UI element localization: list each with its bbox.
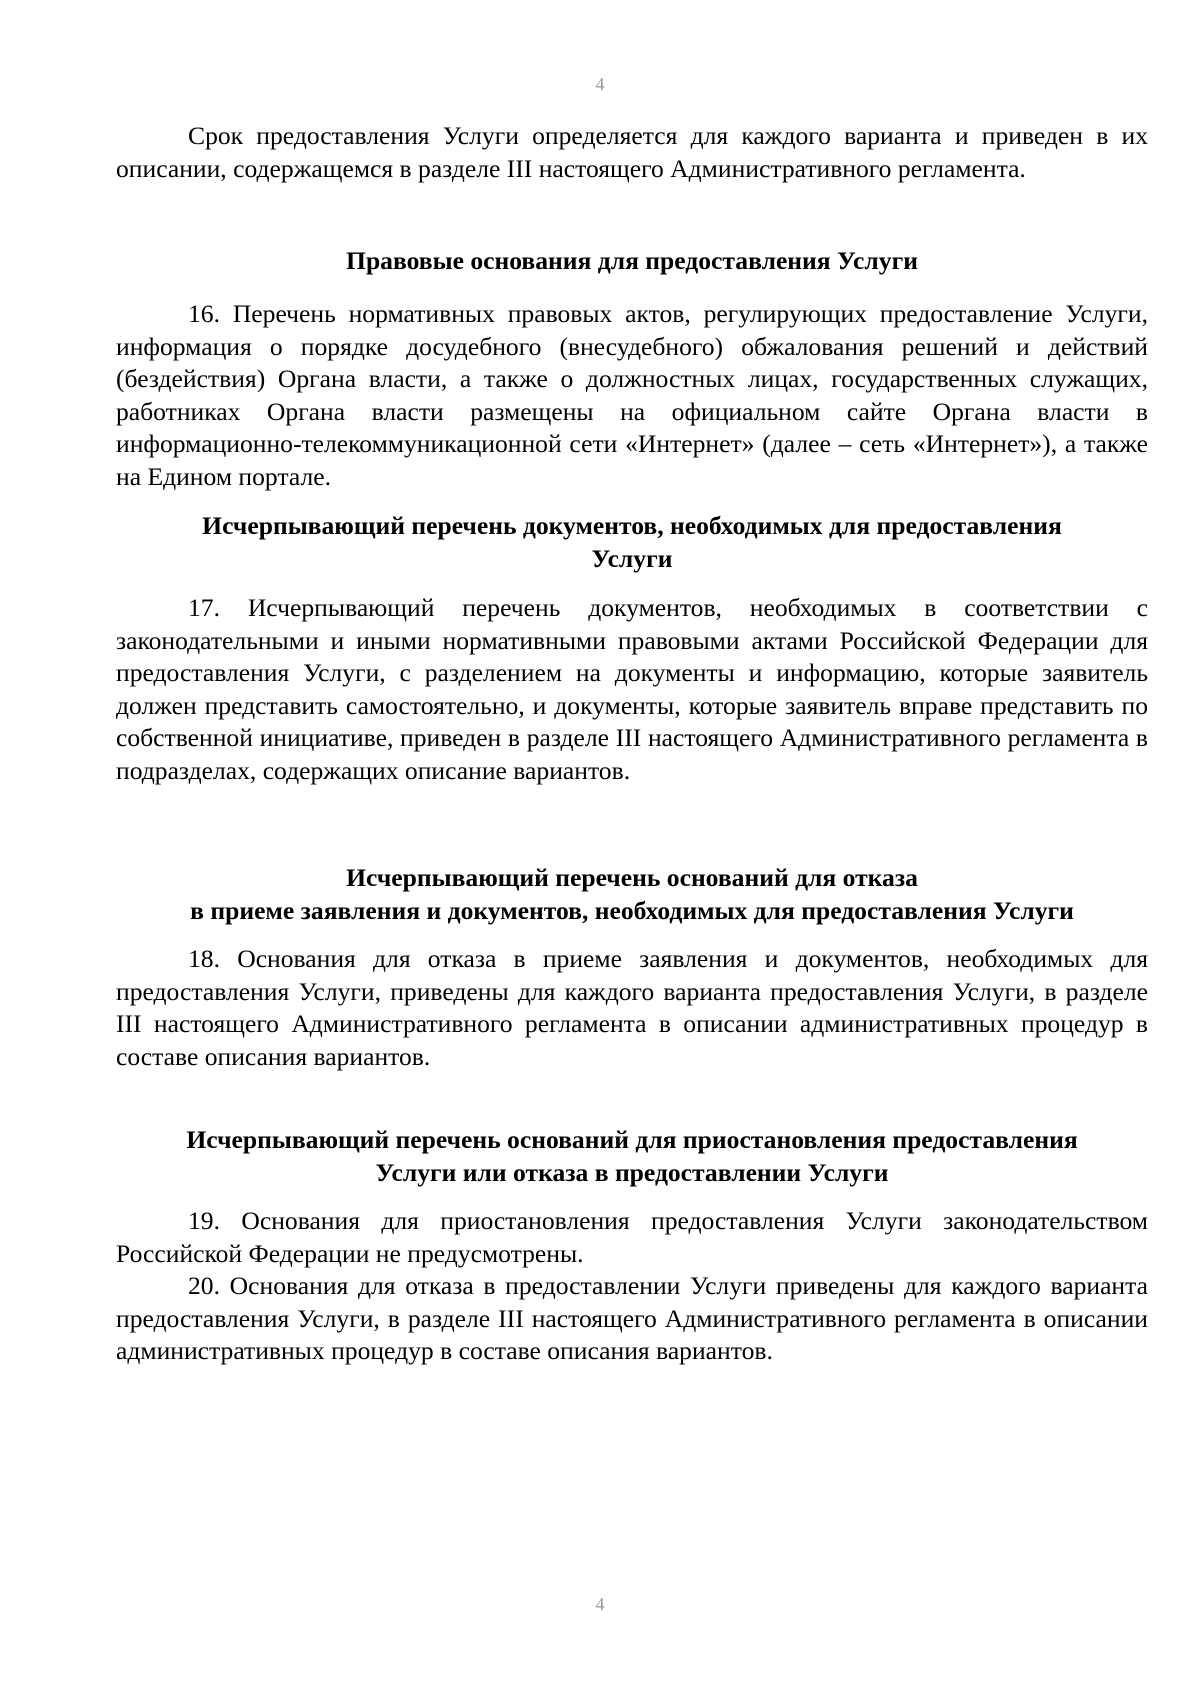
section-heading-line: Исчерпывающий перечень документов, необходимых для предоставления: [202, 511, 1062, 540]
section-heading-line: Исчерпывающий перечень оснований для отказа: [346, 863, 918, 892]
section-legal-basis-body: [116, 298, 1148, 493]
section-documents-body: [116, 592, 1148, 787]
section-heading-line: Исчерпывающий перечень оснований для приостановления предоставления: [186, 1125, 1078, 1154]
section-heading-line: Услуги или отказа в предоставлении Услуги: [375, 1157, 889, 1187]
page-number-top: 4: [595, 74, 605, 94]
section-heading-line: Услуги: [591, 543, 673, 573]
paragraph-17: 17. Исчерпывающий перечень документов, необходимых в соответствии с законодательными и иными нормативными правовыми актами Российской Федерации для предоставления Услуги, с разделением на документы и информацию, которые заявитель должен представить самостоятельно, и документы, которые заявитель вправе представить по собственной инициативе, приведен в разделе III настоящего Административного регламента в подразделах, содержащих описание вариантов.: [116, 593, 1148, 785]
intro-paragraph: Срок предоставления Услуги определяется для каждого варианта и приведен в их описании, содержащемся в разделе III настоящего Административного регламента.: [116, 121, 1148, 183]
section-refusal-acceptance-heading: [116, 862, 1148, 927]
section-suspension-heading: [116, 1124, 1148, 1189]
section-heading-line: в приеме заявления и документов, необходимых для предоставления Услуги: [190, 895, 1074, 925]
section-documents-heading: [116, 510, 1148, 575]
paragraph-19: 19. Основания для приостановления предоставления Услуги законодательством Российской Федерации не предусмотрены.: [116, 1206, 1148, 1268]
paragraph-20: 20. Основания для отказа в предоставлении Услуги приведены для каждого варианта предоставления Услуги, в разделе III настоящего Административного регламента в описании административных процедур в составе описания вариантов.: [116, 1271, 1148, 1365]
section-heading-line: Правовые основания для предоставления Услуги: [346, 246, 918, 275]
paragraph-16: 16. Перечень нормативных правовых актов, регулирующих предоставление Услуги, информация о порядке досудебного (внесудебного) обжалования решений и действий (бездействия) Органа власти, а также о должностных лицах, государственных служащих, работниках Органа власти размещены на официальном сайте Органа власти в информационно-телекоммуникационной сети «Интернет» (далее – сеть «Интернет»), а также на Едином портале.: [116, 299, 1148, 491]
paragraph-18: 18. Основания для отказа в приеме заявления и документов, необходимых для предоставления Услуги, приведены для каждого варианта предоставления Услуги, в разделе III настоящего Административного регламента в описании административных процедур в составе описания вариантов.: [116, 944, 1148, 1071]
section-refusal-acceptance-body: [116, 943, 1148, 1073]
section-legal-basis-heading: [116, 245, 1148, 278]
section-suspension-body: [116, 1205, 1148, 1368]
intro-block: [116, 120, 1148, 185]
page-number-bottom: 4: [595, 1594, 605, 1614]
